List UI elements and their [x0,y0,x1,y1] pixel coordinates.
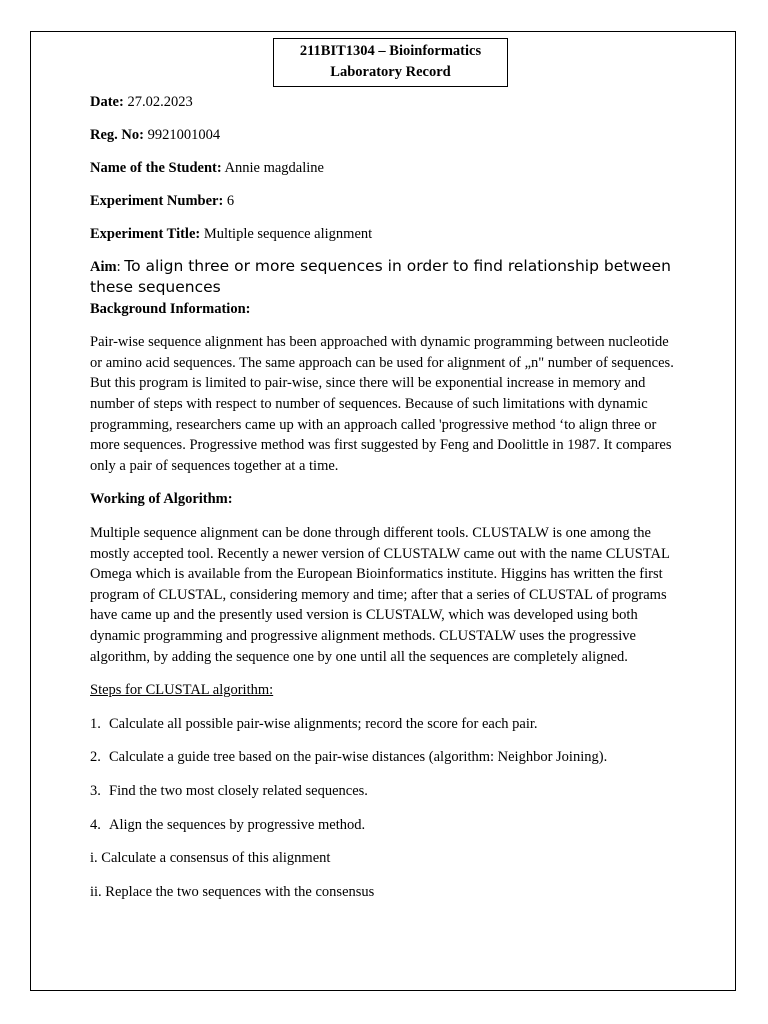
step-number: 1. [90,715,101,732]
step-item [90,747,682,768]
working-heading: Working of Algorithm: [90,491,233,508]
step-text: Calculate all possible pair-wise alignments; record the score for each pair. [109,715,538,732]
experiment-title-label: Experiment Title: [90,226,201,243]
experiment-number-value: 6 [223,193,235,210]
aim-field [90,257,682,298]
step-number: 2. [90,749,101,766]
date-value: 27.02.2023 [123,94,193,110]
experiment-number-label: Experiment Number: [90,193,224,210]
reg-no-value: 9921001004 [143,127,221,144]
step-text: Calculate a guide tree based on the pair-wise distances (algorithm: Neighbor Joining). [109,749,608,766]
sub-step-item: ii. Replace the two sequences with the consensus [90,883,375,900]
experiment-title-value: Multiple sequence alignment [200,226,373,243]
document-header [273,38,508,87]
aim-separator: : [116,259,125,276]
date-field [90,92,682,113]
sub-step-item: i. Calculate a consensus of this alignment [90,850,331,867]
step-text: Find the two most closely related sequences. [109,782,368,799]
step-number: 3. [90,782,101,799]
student-name-field [90,158,682,179]
working-paragraph: Multiple sequence alignment can be done through different tools. CLUSTALW is one among the mostly accepted tool. Recently a newer version of CLUSTALW came out with the name CLUSTAL Omega which is available from the European Bioinformatics institute. Higgins has written the first program of CLUSTAL, considering memory and time; after that a series of CLUSTAL of programs have came up and the presently used version is CLUSTALW, which was developed using both dynamic programming and progressive alignment methods. CLUSTALW uses the progressive algorithm, by adding the sequence one by one until all the sequences are completely aligned. [90,525,670,665]
step-item [90,781,682,802]
steps-heading: Steps for CLUSTAL algorithm: [90,682,274,699]
aim-text: To align three or more sequences in order to find relationship between these sequences [90,257,671,297]
record-title: Laboratory Record [330,64,451,80]
student-name-label: Name of the Student: [90,160,222,177]
aim-label: Aim [90,259,117,276]
step-number: 4. [90,816,101,833]
student-name-value: Annie magdaline [221,160,324,177]
document-body [90,92,682,915]
experiment-title-field [90,224,682,245]
experiment-number-field [90,191,682,212]
reg-no-label: Reg. No: [90,127,144,144]
course-title: 211BIT1304 – Bioinformatics [299,43,482,59]
step-text: Align the sequences by progressive method. [109,816,366,833]
step-item [90,714,682,735]
reg-no-field [90,125,682,146]
background-paragraph: Pair-wise sequence alignment has been approached with dynamic programming between nucleotide or amino acid sequences. The same approach can be used for alignment of „n" number of sequences. But this program is limited to pair-wise, since there will be exponential increase in memory and number of steps with respect to number of sequences. Because of such limitations with dynamic programming, researchers came up with an approach called 'progressive method ‘to align three or more sequences. Progressive method was first suggested by Feng and Doolittle in 1987. It compares only a pair of sequences together at a time. [90,334,674,474]
background-heading: Background Information: [90,300,251,317]
date-label: Date: [90,94,124,110]
step-item [90,815,682,836]
